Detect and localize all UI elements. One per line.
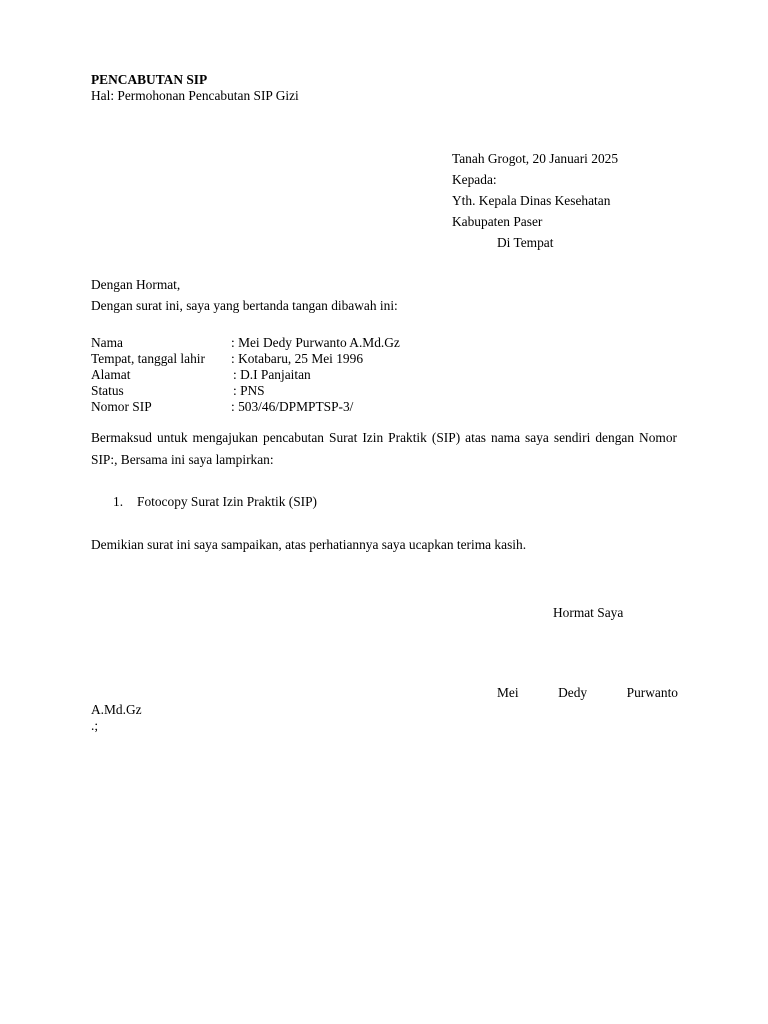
addressee-region: Kabupaten Paser	[452, 214, 543, 229]
birth-value: : Kotabaru, 25 Mei 1996	[231, 351, 364, 366]
name-value: : Mei Dedy Purwanto A.Md.Gz	[231, 335, 400, 350]
address-value: : D.I Panjaitan	[233, 367, 311, 382]
sip-label: Nomor SIP	[91, 399, 152, 414]
regards: Hormat Saya	[553, 605, 624, 620]
status-label: Status	[91, 383, 124, 398]
signatory-name-part: Mei	[497, 685, 519, 700]
status-value: : PNS	[233, 383, 265, 398]
salutation: Dengan Hormat,	[91, 277, 181, 292]
purpose-paragraph: Bermaksud untuk mengajukan pencabutan Surat Izin Praktik (SIP) atas nama saya sendiri dengan Nomor SIP:, Bersama ini saya lampirkan:	[91, 430, 677, 467]
birth-label: Tempat, tanggal lahir	[91, 351, 205, 366]
letter-subject: Hal: Permohonan Pencabutan SIP Gizi	[91, 88, 299, 103]
closing-sentence: Demikian surat ini saya sampaikan, atas perhatiannya saya ucapkan terima kasih.	[91, 537, 527, 552]
signatory-name-part: Dedy	[558, 685, 588, 700]
signatory-name	[497, 685, 678, 701]
attachment-item: Fotocopy Surat Izin Praktik (SIP)	[137, 494, 318, 509]
sip-value: : 503/46/DPMPTSP-3/	[231, 399, 354, 414]
letter-title: PENCABUTAN SIP	[91, 72, 208, 87]
name-label: Nama	[91, 335, 123, 350]
signatory-name-part: Purwanto	[626, 685, 678, 700]
place-date: Tanah Grogot, 20 Januari 2025	[452, 151, 619, 166]
addressee-location: Di Tempat	[497, 235, 554, 250]
to-label: Kepada:	[452, 172, 497, 187]
address-label: Alamat	[91, 367, 131, 382]
intro-sentence: Dengan surat ini, saya yang bertanda tangan dibawah ini:	[91, 298, 398, 313]
trailing-mark: .;	[91, 718, 99, 733]
attachment-number: 1.	[113, 494, 124, 509]
addressee: Yth. Kepala Dinas Kesehatan	[452, 193, 611, 208]
signatory-title: A.Md.Gz	[91, 702, 142, 717]
